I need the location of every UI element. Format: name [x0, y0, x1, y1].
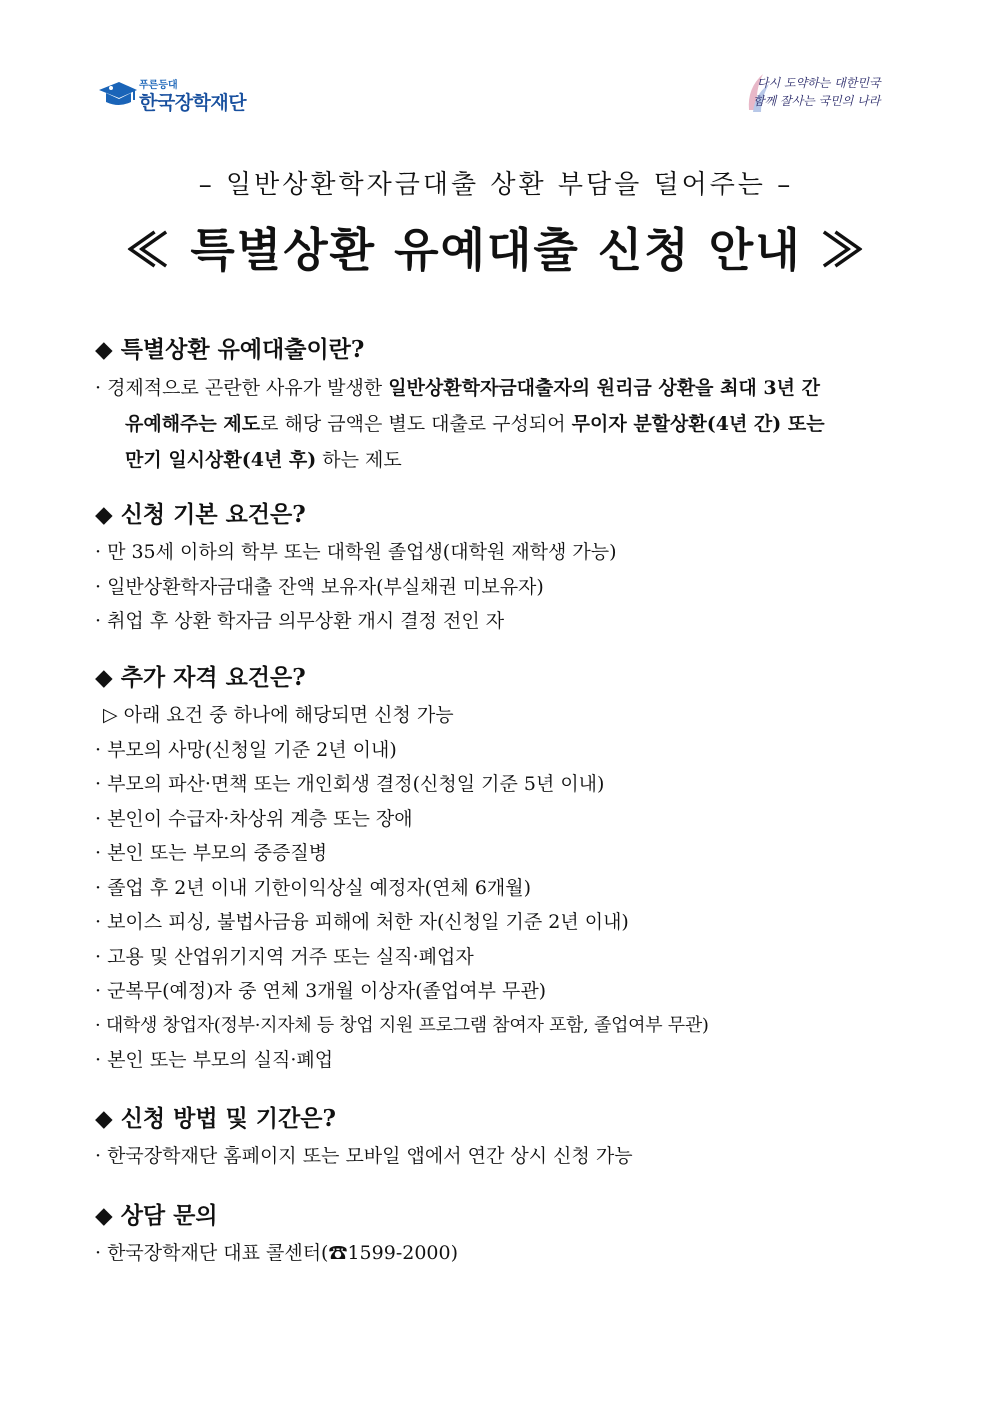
slogan-line-1: 다시 도약하는 대한민국: [757, 76, 881, 90]
page-header: [0, 0, 992, 140]
section-additional-requirements: [95, 658, 915, 1078]
bold-text-run: 무이자 분할상환(4년 간) 또는: [571, 413, 825, 435]
list-item: · 취업 후 상환 학자금 의무상환 개시 결정 전인 자: [95, 610, 505, 632]
contact-line: · 한국장학재단 대표 콜센터(☎1599-2000): [95, 1242, 459, 1264]
bold-text-run: 일반상환학자금대출자의 원리금 상환을 최대 3년 간: [388, 377, 820, 399]
text-run: 하는 제도: [316, 449, 402, 471]
logo-name: 한국장학재단: [139, 92, 247, 114]
section-heading: ◆ 신청 기본 요건은?: [95, 501, 306, 528]
text-run: 로 해당 금액은 별도 대출로 구성되어: [260, 413, 572, 435]
list-item: · 한국장학재단 홈페이지 또는 모바일 앱에서 연간 상시 신청 가능: [95, 1145, 633, 1167]
list-item: · 만 35세 이하의 학부 또는 대학원 졸업생(대학원 재학생 가능): [95, 541, 617, 563]
section-contact: [95, 1196, 915, 1271]
section-heading: ◆ 특별상환 유예대출이란?: [95, 336, 365, 363]
list-item: · 보이스 피싱, 불법사금융 피해에 처한 자(신청일 기준 2년 이내): [95, 911, 629, 933]
paragraph-line-2: [95, 406, 915, 442]
paragraph-line-3: [95, 442, 915, 478]
bold-text-run: 유예해주는 제도: [125, 413, 261, 435]
list-item: · 부모의 파산·면책 또는 개인회생 결정(신청일 기준 5년 이내): [95, 773, 605, 795]
list-item: · 부모의 사망(신청일 기준 2년 이내): [95, 738, 397, 761]
paragraph-line-1: [95, 370, 915, 406]
slogan-line-2: 함께 잘사는 국민의 나라: [753, 94, 881, 108]
list-item: · 고용 및 산업위기지역 거주 또는 실직·폐업자: [95, 945, 474, 968]
document-title: ≪ 특별상환 유예대출 신청 안내 ≫: [124, 223, 868, 277]
section-heading: ◆ 추가 자격 요건은?: [95, 664, 306, 691]
government-slogan-logo: [745, 70, 905, 116]
list-note: ▷ 아래 요건 중 하나에 해당되면 신청 가능: [103, 704, 454, 726]
list-item: · 본인 또는 부모의 중증질병: [95, 842, 328, 864]
section-basic-requirements: [95, 495, 915, 639]
list-item: · 본인 또는 부모의 실직·폐업: [95, 1049, 334, 1071]
section-heading: ◆ 상담 문의: [95, 1202, 218, 1229]
logo-tagline: 푸른등대: [139, 80, 178, 91]
section-heading: ◆ 신청 방법 및 기간은?: [95, 1105, 336, 1132]
bold-text-run: 만기 일시상환(4년 후): [125, 449, 317, 471]
list-item: · 군복무(예정)자 중 연체 3개월 이상자(졸업여부 무관): [95, 980, 547, 1002]
document-subtitle: – 일반상환학자금대출 상환 부담을 덜어주는 –: [198, 170, 794, 200]
section-definition: [95, 330, 915, 478]
list-item: · 본인이 수급자·차상위 계층 또는 장애: [95, 807, 413, 830]
list-item: · 대학생 창업자(정부·지자체 등 창업 지원 프로그램 참여자 포함, 졸업여부 무관): [95, 1014, 709, 1036]
list-item: · 졸업 후 2년 이내 기한이익상실 예정자(연체 6개월): [95, 876, 532, 899]
list-item: · 일반상환학자금대출 잔액 보유자(부실채권 미보유자): [95, 575, 544, 598]
definition-paragraph: [95, 370, 915, 478]
text-run: · 경제적으로 곤란한 사유가 발생한: [95, 377, 389, 399]
section-application-method: [95, 1099, 915, 1174]
graduation-cap-icon: [97, 80, 137, 108]
